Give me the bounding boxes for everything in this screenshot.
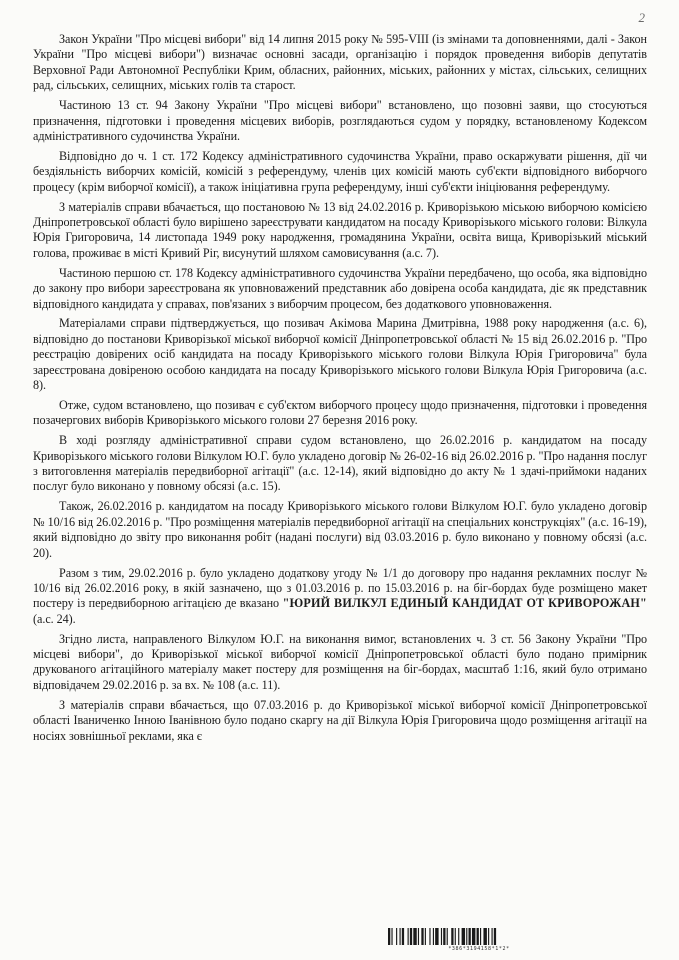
barcode-bar bbox=[418, 928, 419, 945]
barcode-bar bbox=[466, 928, 467, 945]
barcode-bar bbox=[410, 928, 412, 945]
paragraph-article-172: Відповідно до ч. 1 ст. 172 Кодексу адміністративного судочинства України, право оскаржувати рішення, дії чи бездіяльність виборчих комісій, комісій з референдуму, членів цих комісій мають суб'єкти відповідного виборчого процесу (крім виборчої комісії), а також ініціативна група референдуму, інші суб'єкти ініціювання референдуму. bbox=[33, 148, 647, 194]
barcode-icon bbox=[388, 928, 570, 945]
barcode-bar bbox=[421, 928, 423, 945]
paragraph-law-definition: Закон України "Про місцеві вибори" від 14 липня 2015 року № 595-VIII (із змінами та доповненнями, далі - Закон України "Про місцеві вибори") визначає основні засади, організацію і порядок проведення виборів депутатів Верховної Ради Автономної Республіки Крим, обласних, районних, міських, районних у містах, сільських, селищних рад, сільських, селищних, міських голів та старост. bbox=[33, 32, 647, 93]
document-body bbox=[33, 32, 647, 748]
barcode-bar bbox=[462, 928, 465, 945]
paragraph-article-94: Частиною 13 ст. 94 Закону України "Про місцеві вибори" встановлено, що позовні заяви, що стосуються призначення, підготовки і проведення місцевих виборів, розглядаються судом у порядку, встановленому Кодексом адміністративного судочинства України. bbox=[33, 98, 647, 143]
barcode-bar bbox=[435, 928, 438, 945]
paragraph-contract-production: В ході розгляду адміністративної справи судом встановлено, що 26.02.2016 р. кандидатом на посаду Криворізького міського голови Вілкулом Ю.Г. було укладено договір № 26-02-16 від 26.02.2016 р. "Про надання послуг з витоговлення матеріалів передвиборної агітації" (а.с. 12-14), який відповідно до акту № 1 здачі-приймоки наданих послуг було виконано у повному обсязі (а.с. 15). bbox=[33, 433, 647, 494]
slogan-reference: (а.с. 24). bbox=[33, 611, 76, 626]
paragraph-complaint: З матеріалів справи вбачається, що 07.03.2016 р. до Криворізької міської виборчої комісії Дніпропетровської області Іваниченко Інною Іванівною було подано скаргу на дії Вілкула Юрія Григоровича щодо розміщення агітації на носіях зовнішньої реклами, яка є bbox=[33, 697, 647, 743]
barcode-bar bbox=[402, 928, 404, 945]
barcode-bar bbox=[451, 928, 453, 945]
paragraph-additional-agreement bbox=[33, 566, 647, 628]
barcode-bar bbox=[455, 928, 456, 945]
paragraph-plaintiff-status: Матеріалами справи підтверджується, що позивач Акімова Марина Дмитрівна, 1988 року народження (а.с. 6), відповідно до постанови Криворізької міської виборчої комісії Дніпропетровської області № 15 від 26.02.2016 р. "Про реєстрацію довірених осіб кандидата на посаду Криворізького міського голови Вілкула Юрія Григоровича" була зареєстрована довіреною особою кандидата на посаду Криворізького міського голови Вілкула Юрія Григоровича (а.с. 8). bbox=[33, 316, 647, 393]
paragraph-court-finding: Отже, судом встановлено, що позивач є суб'єктом виборчого процесу щодо призначення, підготовки і проведення позачергових виборів Криворізького міського голови 27 березня 2016 року. bbox=[33, 397, 647, 428]
document-barcode bbox=[388, 928, 570, 954]
paragraph-registration-resolution: З матеріалів справи вбачається, що постановою № 13 від 24.02.2016 р. Криворізькою міською виборчою комісією Дніпропетровської області було вирішено зареєструвати кандидатом на посаду Криворізького міського голови: Вілкула Юрія Григоровича, 14 листопада 1949 року народження, громадянина України, освіта вища, Криворізький міський голова, проживає в місті Кривий Ріг, висунутий шляхом самовисування (а.с. 7). bbox=[33, 199, 647, 260]
paragraph-article-178: Частиною першою ст. 178 Кодексу адміністративного судочинства України передбачено, що особа, яка відповідно до закону про вибори зареєстрована як уповноважений представник або довірена особа кандидата, діє як представник відповідного кандидата у справах, пов'язаних з виборчим процесом, без додаткового уповноваження. bbox=[33, 265, 647, 311]
barcode-bar bbox=[429, 928, 430, 945]
paragraph-commission-letter: Згідно листа, направленого Вілкулом Ю.Г. на виконання вимог, встановлених ч. 3 ст. 56 Закону України "Про місцеві вибори", до Криворізької міської виборчої комісії Дніпропетровської області було подано примірник друкованого агітаційного матеріалу макет постеру для розміщення на біг-бордах, масштаб 1:16, який було отримано відповідачем 29.02.2016 р. за вх. № 108 (а.с. 11). bbox=[33, 631, 647, 692]
barcode-bar bbox=[408, 928, 409, 945]
barcode-number: *386*3194158*1*2* bbox=[448, 946, 510, 952]
barcode-bar bbox=[458, 928, 459, 945]
barcode-bar bbox=[447, 928, 448, 945]
page-number: 2 bbox=[638, 10, 645, 25]
barcode-bar bbox=[480, 928, 481, 945]
barcode-bar bbox=[391, 928, 392, 945]
barcode-bar bbox=[472, 928, 475, 945]
barcode-bar bbox=[441, 928, 442, 945]
barcode-bar bbox=[396, 928, 397, 945]
barcode-bar bbox=[492, 928, 493, 945]
campaign-slogan: "ЮРИЙ ВИЛКУЛ ЕДИНЫЙ КАНДИДАТ ОТ КРИВОРОЖАН" bbox=[282, 596, 648, 611]
barcode-bar bbox=[469, 928, 471, 945]
barcode-bar bbox=[433, 928, 434, 945]
barcode-bar bbox=[413, 928, 416, 945]
additional-agreement-text: Разом з тим, 29.02.2016 р. було укладено додаткову угоду № 1/1 до договору про надання рекламних послуг № 10/16 від 26.02.2016 року, в якій зазначено, що з 01.03.2016 р. по 15.03.2016 р. на біг-бордах буде розміщено макет постеру із передвиборною агітацією де вказано bbox=[33, 565, 647, 611]
barcode-bar bbox=[477, 928, 479, 945]
barcode-bar bbox=[388, 928, 390, 945]
paragraph-contract-placement: Також, 26.02.2016 р. кандидатом на посаду Криворізького міського голови Вілкулом Ю.Г. було укладено договір № 10/16 від 26.02.2016 р. "Про розміщення матеріалів передвиборної агітації на спеціальних конструкціях" (а.с. 16-19), який відповідно до звіту про виконання робіт (надані послуги) від 03.03.2016 р. було виконано у повному обсязі (а.с. 20). bbox=[33, 499, 647, 560]
barcode-bar bbox=[443, 928, 445, 945]
barcode-bar bbox=[494, 928, 496, 945]
barcode-bar bbox=[400, 928, 401, 945]
barcode-bar bbox=[483, 928, 486, 945]
barcode-bar bbox=[425, 928, 426, 945]
barcode-bar bbox=[488, 928, 489, 945]
